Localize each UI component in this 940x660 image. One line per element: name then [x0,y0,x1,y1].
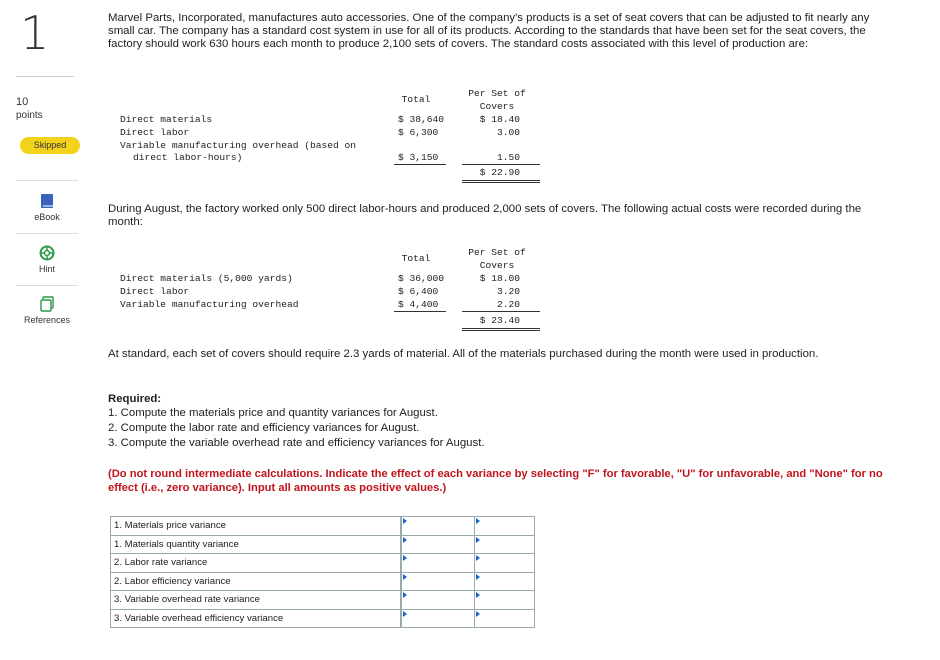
input-marker-icon [403,555,407,561]
input-marker-icon [476,611,480,617]
row-label: Direct materials [120,114,213,125]
tool-divider [16,285,78,286]
variance-amount-input[interactable] [402,517,475,536]
row-per: 3.00 [496,127,520,138]
header-total: Total [401,253,431,264]
row-label: Variable manufacturing overhead [120,299,299,310]
row-per: 1.50 [496,152,520,163]
ebook-label: eBook [34,212,60,222]
table-row [111,535,535,554]
variance-label: 2. Labor rate variance [111,554,401,573]
table-row [111,591,535,610]
standard-paragraph: At standard, each set of covers should require 2.3 yards of material. All of the materials purchased during the month were used in production. [108,348,819,360]
references-icon [39,296,55,312]
points-label: points [16,110,43,121]
row-label: Direct labor [120,127,190,138]
per-double-underline [462,328,540,329]
per-double-underline [462,180,540,181]
row-per: $ 18.40 [479,114,520,125]
variance-label: 3. Variable overhead efficiency variance [111,609,401,628]
per-total: $ 22.90 [479,167,520,178]
variance-effect-select[interactable] [475,572,535,591]
sidebar-divider [16,76,74,77]
input-marker-icon [403,592,407,598]
required-item: 3. Compute the variable overhead rate and efficiency variances for August. [108,437,485,449]
variance-effect-select[interactable] [475,591,535,610]
variance-effect-select[interactable] [475,554,535,573]
variance-label: 1. Materials quantity variance [111,535,401,554]
table-row [111,572,535,591]
per-double-underline [462,182,540,183]
variance-amount-input[interactable] [402,554,475,573]
ebook-icon [39,193,55,209]
input-marker-icon [476,574,480,580]
references-button[interactable] [16,296,78,325]
required-item: 2. Compute the labor rate and efficiency variances for August. [108,422,420,434]
row-total: $ 6,400 [398,286,439,297]
variance-amount-input[interactable] [402,609,475,628]
per-underline [462,311,540,312]
row-total: $ 36,000 [398,273,445,284]
row-label-cont: direct labor-hours) [133,152,243,163]
question-number: 1 [20,6,50,60]
input-marker-icon [403,537,407,543]
row-total: $ 6,300 [398,127,439,138]
variance-amount-input[interactable] [402,572,475,591]
input-marker-icon [476,555,480,561]
row-total: $ 38,640 [398,114,445,125]
points-value: 10 [16,96,29,108]
row-total: $ 3,150 [398,152,439,163]
header-total: Total [401,94,431,105]
input-marker-icon [476,592,480,598]
required-item: 1. Compute the materials price and quantity variances for August. [108,407,438,419]
row-label: Direct materials (5,000 yards) [120,273,293,284]
variance-amount-input[interactable] [402,591,475,610]
total-underline [394,311,446,312]
table-row [111,554,535,573]
input-marker-icon [403,611,407,617]
answer-table [110,516,535,628]
hint-icon [39,245,55,261]
row-label: Direct labor [120,286,190,297]
required-title: Required: [108,393,162,405]
header-covers: Covers [479,260,515,271]
variance-label: 1. Materials price variance [111,517,401,536]
variance-label: 3. Variable overhead rate variance [111,591,401,610]
variance-effect-select[interactable] [475,609,535,628]
row-per: $ 18.00 [479,273,520,284]
table-row [111,517,535,536]
hint-button[interactable] [16,245,78,274]
per-total: $ 23.40 [479,315,520,326]
row-total: $ 4,400 [398,299,439,310]
total-underline [394,164,446,165]
variance-amount-input[interactable] [402,535,475,554]
header-per-set: Per Set of [468,247,526,258]
actual-costs-paragraph: During August, the factory worked only 500 direct labor-hours and produced 2,000 sets of covers. The following actual costs were recorded during the month: [108,203,862,228]
input-marker-icon [476,537,480,543]
ebook-button[interactable] [16,193,78,222]
input-marker-icon [476,518,480,524]
header-per-set: Per Set of [468,88,526,99]
input-marker-icon [403,518,407,524]
input-marker-icon [403,574,407,580]
hint-label: Hint [38,264,55,274]
references-label: References [23,315,71,325]
tool-divider [16,180,78,181]
header-covers: Covers [479,101,515,112]
status-badge: Skipped [20,137,80,154]
per-underline [462,164,540,165]
table-row [111,609,535,628]
intro-paragraph: Marvel Parts, Incorporated, manufactures auto accessories. One of the company's products is a set of seat covers that can be adjusted to fit nearly any small car. The company has a standard cost system in use for all of its products. According to the standards that have been set for the seat covers, the factory should work 630 hours each month to produce 2,100 sets of covers. The standard costs associated with this level of production are: [108,12,870,50]
tool-divider [16,233,78,234]
instructions: (Do not round intermediate calculations. Indicate the effect of each variance by selecting "F" for favorable, "U" for unfavorable, and "None" for no effect (i.e., zero variance). Input all amounts as positive values.) [108,468,883,494]
row-per: 2.20 [496,299,520,310]
variance-label: 2. Labor efficiency variance [111,572,401,591]
row-per: 3.20 [496,286,520,297]
per-double-underline [462,330,540,331]
variance-effect-select[interactable] [475,535,535,554]
row-label: Variable manufacturing overhead (based on [120,140,357,151]
variance-effect-select[interactable] [475,517,535,536]
